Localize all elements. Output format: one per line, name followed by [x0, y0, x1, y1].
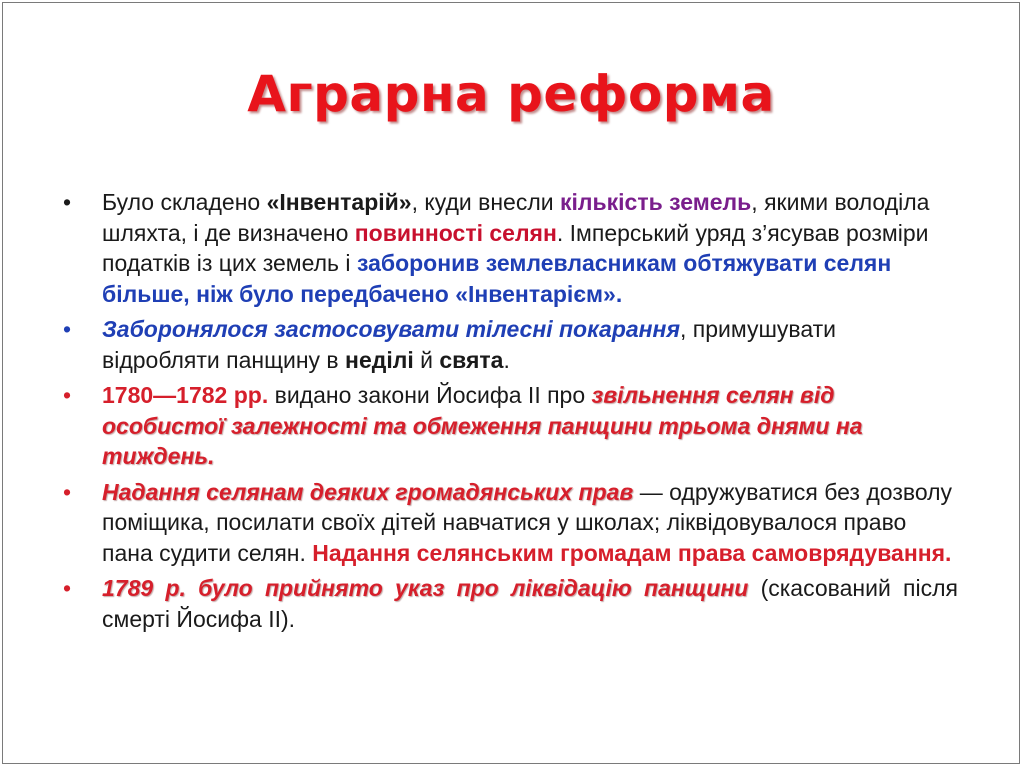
text-segment: , куди внесли	[411, 189, 560, 215]
bullet-marker: •	[63, 316, 72, 342]
bullet-marker: •	[63, 382, 72, 408]
bullet-item-5	[63, 573, 958, 634]
text-segment: .	[503, 346, 510, 373]
text-segment: — одружуватися без дозволу поміщика, посилати своїх дітей навчатися у школах; ліквідовувалося право пана судити селян.	[102, 478, 953, 566]
text-segment: й	[413, 346, 440, 373]
self-government-phrase: Надання селянським громадам права самоврядування.	[312, 539, 952, 566]
bullet-item-1	[63, 187, 958, 309]
corvee-limit-phrase: обмеження панщини трьома днями на тиждень	[102, 412, 863, 469]
slide-title: Аграрна реформа	[247, 65, 775, 123]
corporal-punishment-phrase: Заборонялося застосовувати тілесні покарання	[102, 316, 680, 342]
sundays-term: неділі	[345, 346, 414, 373]
corvee-abolition-phrase: ліквідацію панщини	[511, 575, 749, 601]
bullet-marker: •	[63, 478, 72, 505]
text-segment: Було складено	[102, 189, 267, 215]
text-segment: , якими володіла шляхта, і де визначено	[102, 189, 930, 246]
peasant-duties-term: повинності селян	[354, 219, 557, 246]
text-segment: та	[366, 412, 413, 439]
civil-rights-phrase: Надання селянам деяких громадянських прав	[102, 478, 634, 505]
text-segment: .	[208, 443, 215, 469]
text-segment: . Імперський уряд з’ясував розміри податків із цих земель і	[102, 219, 929, 276]
text-segment: (скасований після смерті Йосифа ІІ).	[102, 575, 959, 632]
land-amount-term: кількість земель	[559, 189, 752, 215]
bullet-item-4	[63, 477, 958, 569]
text-segment: , примушувати відробляти панщину в	[102, 316, 837, 373]
liberation-phrase: звільнення селян від особистої залежності	[102, 382, 835, 439]
bullet-marker: •	[63, 189, 72, 215]
bullet-marker: •	[63, 575, 72, 601]
bullet-list	[63, 187, 958, 639]
bullet-item-3	[63, 380, 958, 472]
decree-phrase: 1789 р. було прийнято указ про	[102, 575, 511, 601]
prohibition-phrase: заборонив землевласникам обтяжувати селян більше, ніж було передбачено «Інвентарієм».	[102, 250, 892, 307]
years-term: 1780—1782 рр.	[102, 382, 269, 408]
inventory-term: «Інвентарій»	[266, 189, 412, 215]
slide	[2, 2, 1020, 764]
holidays-term: свята	[439, 346, 504, 373]
text-segment: видано закони Йосифа ІІ про	[268, 382, 592, 408]
bullet-item-2	[63, 314, 958, 375]
